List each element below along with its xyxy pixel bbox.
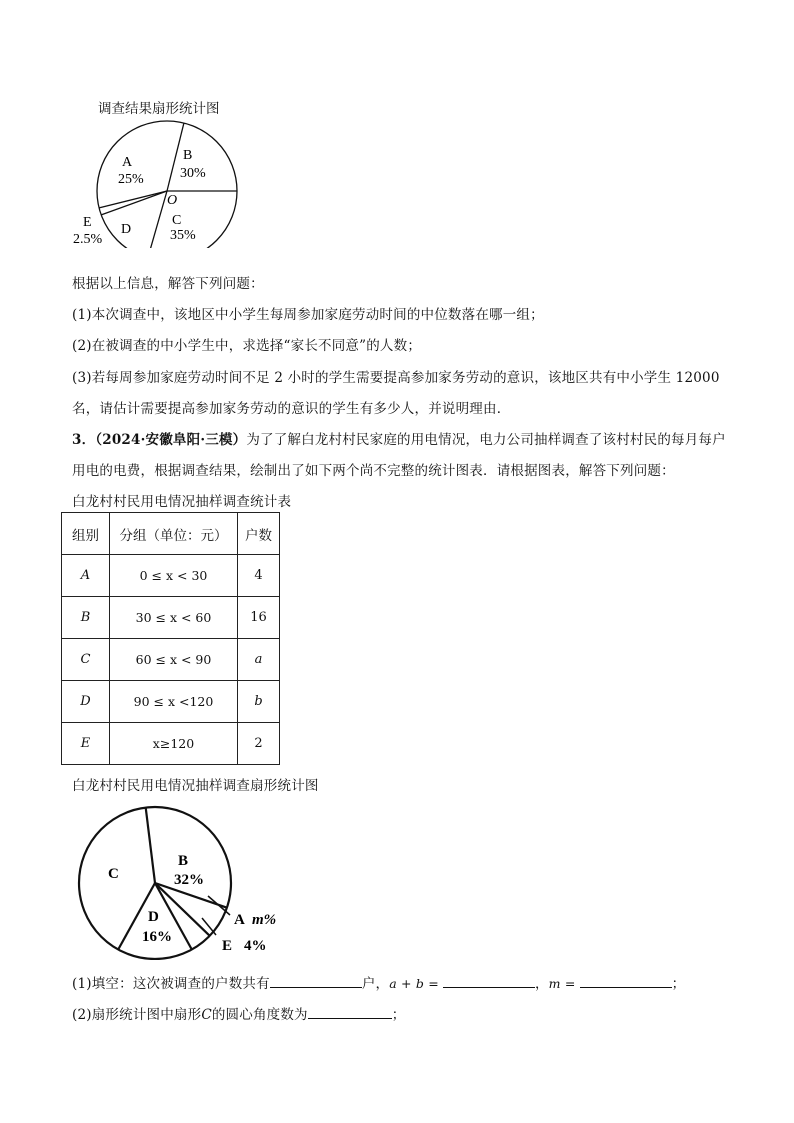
blank-angle-C[interactable] — [308, 1004, 392, 1019]
sub1-unit: 户， — [361, 976, 390, 992]
header-range: 分组（单位：元） — [110, 513, 238, 555]
table-row — [62, 597, 280, 639]
cell-range: 60 ≤ x < 90 — [110, 639, 238, 681]
header-count: 户数 — [238, 513, 280, 555]
question-3-line2: 名，请估计需要提高参加家务劳动的意识的学生有多少人，并说明理由． — [72, 401, 511, 417]
cell-count: 4 — [238, 555, 280, 597]
pie1-pct-A: 25% — [118, 172, 144, 187]
pie2-chart — [74, 800, 304, 960]
pie1-chart — [66, 118, 246, 248]
pie2-pct-B: 32% — [174, 872, 204, 888]
survey-table — [61, 512, 280, 765]
intro-text: 根据以上信息，解答下列问题： — [72, 276, 264, 292]
blank-m[interactable] — [580, 973, 672, 988]
header-group: 组别 — [62, 513, 110, 555]
pie2-pct-E: 4% — [244, 938, 267, 954]
pie2-title: 白龙村村民用电情况抽样调查扇形统计图 — [72, 778, 319, 794]
cell-count: 16 — [238, 597, 280, 639]
cell-group: B — [62, 597, 110, 639]
question-2: (2)在被调查的中小学生中，求选择“家长不同意”的人数； — [72, 338, 422, 354]
table-row — [62, 639, 280, 681]
cell-range: x≥120 — [110, 723, 238, 765]
pie1-label-A: A — [122, 155, 133, 170]
cell-count: a — [238, 639, 280, 681]
question-1: (1)本次调查中，该地区中小学生每周参加家庭劳动时间的中位数落在哪一组； — [72, 307, 544, 323]
table-title: 白龙村村民用电情况抽样调查统计表 — [72, 494, 292, 510]
cell-count: 2 — [238, 723, 280, 765]
cell-group: A — [62, 555, 110, 597]
pie2-slice-boundary — [155, 883, 210, 936]
pie1-slice-boundary — [101, 191, 167, 215]
question-3-line1: (3)若每周参加家庭劳动时间不足 2 小时的学生需要提高参加家务劳动的意识，该地区共有中小学生 12000 — [72, 370, 720, 386]
pie1-pct-E: 2.5% — [73, 232, 103, 247]
sub1-m: m = — [548, 976, 576, 991]
blank-total-households[interactable] — [270, 973, 362, 988]
table-row — [62, 723, 280, 765]
pie1-pct-B: 30% — [180, 166, 206, 181]
blank-a-plus-b[interactable] — [443, 973, 535, 988]
sub2-post: 的圆心角度数为 — [211, 1007, 308, 1023]
problem-3-line2: 用电的电费，根据调查结果，绘制出了如下两个尚不完整的统计图表．请根据图表，解答下列问题： — [72, 463, 675, 479]
sub1-comma: ， — [534, 976, 549, 992]
cell-group: D — [62, 681, 110, 723]
pie1-center-O: O — [167, 193, 178, 208]
pie1-label-C: C — [172, 213, 182, 228]
pie2-pct-D: 16% — [142, 929, 172, 945]
cell-range: 90 ≤ x <120 — [110, 681, 238, 723]
table-header-row — [62, 513, 280, 555]
problem-3-line1 — [72, 428, 726, 448]
pie1-slice-boundary — [148, 191, 167, 248]
subquestion-1 — [72, 972, 685, 992]
pie2-label-B: B — [178, 853, 189, 869]
cell-count: b — [238, 681, 280, 723]
sub2-var: C — [201, 1007, 212, 1023]
pie1-title: 调查结果扇形统计图 — [98, 101, 220, 117]
sub1-prefix: (1)填空：这次被调查的户数共有 — [72, 976, 270, 992]
sub1-end: ； — [671, 976, 686, 992]
table-row — [62, 555, 280, 597]
pie2-pct-A: m% — [252, 912, 277, 928]
problem-text-1: 为了了解白龙村村民家庭的用电情况，电力公司抽样调查了该村村民的每月每户 — [246, 432, 726, 448]
pie2-label-E: E — [222, 938, 233, 954]
pie1-label-D: D — [121, 222, 132, 237]
sub2-end: ； — [391, 1007, 406, 1023]
problem-number: 3． — [72, 432, 96, 448]
pie2-leader-E — [202, 918, 216, 935]
cell-group: E — [62, 723, 110, 765]
pie1-label-B: B — [183, 148, 193, 163]
table-row — [62, 681, 280, 723]
pie1-pct-C: 35% — [170, 228, 196, 243]
pie2-label-D: D — [148, 909, 159, 925]
sub2-prefix: (2)扇形统计图中扇形 — [72, 1007, 202, 1023]
pie1-slice-boundary — [99, 191, 167, 208]
problem-source: （2024·安徽阜阳·三模） — [95, 432, 247, 448]
cell-group: C — [62, 639, 110, 681]
pie2-label-A: A — [234, 912, 245, 928]
cell-range: 0 ≤ x < 30 — [110, 555, 238, 597]
pie2-label-C: C — [108, 866, 119, 882]
sub1-a-plus-b: a + b = — [389, 976, 439, 991]
pie2-slice-boundary — [146, 808, 155, 883]
pie1-label-E: E — [83, 215, 92, 230]
subquestion-2 — [72, 1003, 405, 1023]
cell-range: 30 ≤ x < 60 — [110, 597, 238, 639]
